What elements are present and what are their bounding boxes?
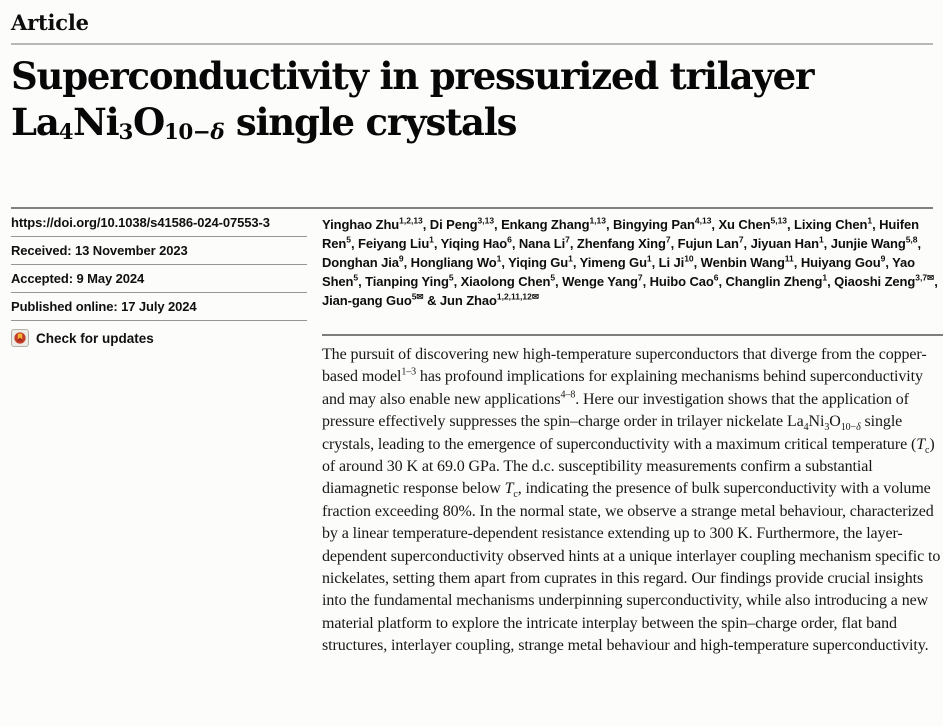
page-title	[11, 53, 933, 145]
accepted-date: Accepted: 9 May 2024	[11, 265, 307, 293]
article-type-label: Article	[11, 10, 89, 35]
published-date: Published online: 17 July 2024	[11, 293, 307, 321]
check-for-updates-label: Check for updates	[36, 330, 154, 346]
article-content	[322, 209, 943, 658]
doi-link[interactable]: https://doi.org/10.1038/s41586-024-07553-3	[11, 209, 307, 237]
author-list: Yinghao Zhu$^{1,2,13}$, Di Peng$^{3,13}$, Enkang Zhang$^{1,13}$, Bingying Pan$^{4,13}$, Xu Chen$^{5,13}$, Lixing Chen$^1$, Huifen Ren$^5$, Feiyang Liu$^1$, Yiqing Hao$^6$, Nana Li$^7$, Zhenfang Xing$^7$, Fujun Lan$^7$, Jiyuan Han$^1$, Junjie Wang$^{5,8}$, Donghan Jia$^9$, Hongliang Wo$^1$, Yiqing Gu$^1$, Yimeng Gu$^1$, Li Ji$^{10}$, Wenbin Wang$^{11}$, Huiyang Gou$^9$, Yao Shen$^5$, Tianping Ying$^5$, Xiaolong Chen$^5$, Wenge Yang$^7$, Huibo Cao$^6$, Changlin Zheng$^1$, Qiaoshi Zeng$^{3,7✉}$, Jian-gang Guo$^{5✉}$ & Jun Zhao$^{1,2,11,12✉}$	[322, 215, 938, 308]
title-line-2: $La_4Ni_3O_{10-\delta}$ single crystals	[11, 100, 517, 145]
kicker-divider	[11, 43, 933, 45]
received-date: Received: 13 November 2023	[11, 237, 307, 265]
crossmark-icon	[11, 329, 29, 347]
check-for-updates-button[interactable]	[11, 321, 307, 347]
abstract-text: The pursuit of discovering new high-temperature superconductors that diverge from the copper-based model$^{1-3}$ has profound implications for explaining mechanisms behind superconductivity and may also enable new applications$^{4-8}$. Here our investigation shows that the application of pressure effectively suppresses the spin–charge order in trilayer nickelate $La_4Ni_3O_{10-\delta}$ single crystals, leading to the emergence of superconductivity with a maximum critical temperature $(T_c)$ of around 30 K at 69.0 GPa. The d.c. susceptibility measurements confirm a substantial diamagnetic response below $T_c$, indicating the presence of bulk superconductivity with a volume fraction exceeding 80%. In the normal state, we observe a strange metal behaviour, characterized by a linear temperature-dependent resistance extending up to 300 K. Furthermore, the layer-dependent superconductivity observed hints at a unique interlayer coupling mechanism specific to nickelates, setting them apart from cuprates in this regard. Our findings provide crucial insights into the fundamental mechanisms underpinning superconductivity, while also introducing a new material platform to explore the intricate interplay between the spin–charge order, flat band structures, interlayer coupling, strange metal behaviour and high-temperature superconductivity.	[322, 346, 941, 655]
title-line-1: Superconductivity in pressurized trilayer	[11, 54, 814, 98]
article-body	[11, 209, 941, 658]
metadata-sidebar	[11, 209, 307, 658]
